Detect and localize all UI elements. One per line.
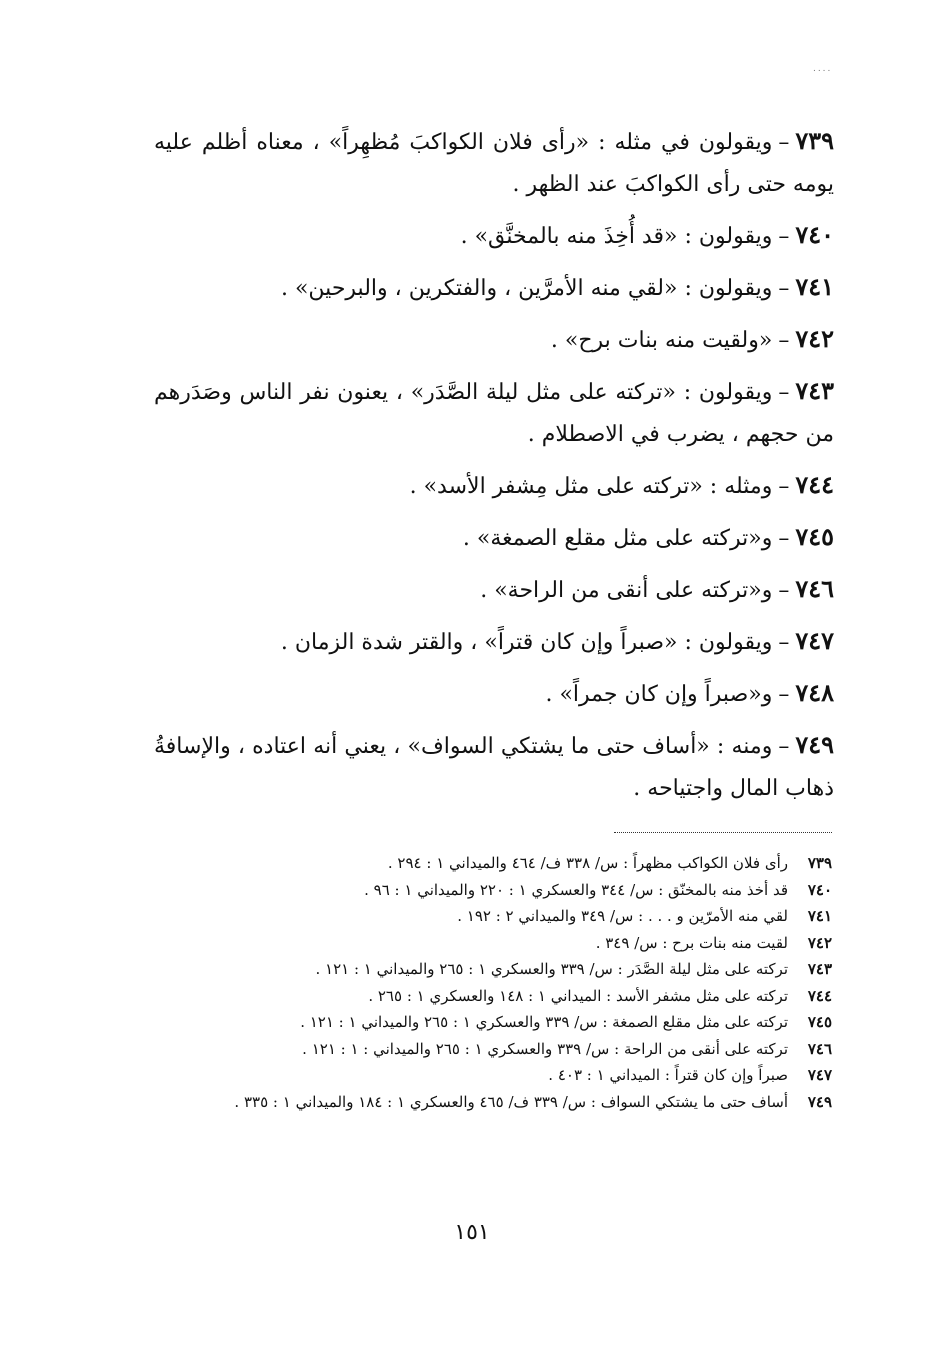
entry-number: ٧٤٩: [795, 730, 834, 759]
entry-number: ٧٤٣: [795, 376, 834, 405]
footnote-number: ٧٣٩: [807, 854, 832, 872]
footnote-number: ٧٤٦: [807, 1039, 832, 1058]
footnote-740: [160, 877, 832, 904]
footnote-number: ٧٤٧: [807, 1066, 832, 1084]
entry-749: [154, 724, 834, 810]
footnote-number: ٧٤٤: [807, 986, 832, 1005]
footnote-text: صبراً وإن كان قتراً : الميداني ١ : ٤٠٣ .: [548, 1066, 788, 1084]
entry-741: [154, 266, 834, 310]
entry-number: ٧٣٩: [795, 126, 834, 155]
entry-dash: –: [778, 328, 790, 353]
footnote-separator: [614, 832, 832, 833]
entry-number: ٧٤٧: [795, 626, 834, 655]
footnote-number: ٧٤٩: [807, 1092, 832, 1111]
footnote-text: أساف حتى ما يشتكي السواف : س/ ٣٣٩ ف/ ٤٦٥ والعسكري ١ : ١٨٤ والميداني ١ : ٣٣٥ .: [234, 1092, 788, 1111]
footnote-747: [160, 1062, 832, 1089]
footnote-number: ٧٤٢: [807, 933, 832, 952]
entry-number: ٧٤٢: [795, 324, 834, 353]
entry-744: [154, 464, 834, 508]
footnote-number: ٧٤٣: [807, 960, 832, 978]
main-text: [154, 120, 834, 818]
entry-dash: –: [778, 526, 790, 551]
footnote-739: [160, 850, 832, 877]
footnote-text: لقيت منه بنات برح : س/ ٣٤٩ .: [595, 933, 788, 952]
footnote-743: [160, 956, 832, 983]
entry-text: و«صبراً وإن كان جمراً» .: [545, 682, 773, 707]
footnote-text: تركته على مثل ليلة الصَّدَر : س/ ٣٣٩ والعسكري ١ : ٢٦٥ والميداني ١ : ١٢١ .: [315, 960, 788, 978]
entry-742: [154, 318, 834, 362]
footnote-746: [160, 1036, 832, 1063]
entry-number: ٧٤٤: [795, 470, 834, 499]
entry-dash: –: [778, 734, 790, 759]
entry-text: ويقولون : «لقي منه الأمرَّين ، والفتكرين ، والبرحين» .: [280, 276, 773, 301]
corner-mark: ٠٠٠٠: [812, 66, 832, 76]
entry-text: ومنه : «أساف حتى ما يشتكي السواف» ، يعني أنه اعتاده ، والإسافةُ ذهاب المال واجتياحه .: [154, 734, 834, 801]
footnote-749: [160, 1089, 832, 1116]
entry-text: ويقولون : «تركته على مثل ليلة الصَّدَر» ، يعنون نفر الناس وصَدَرهم من حجهم ، يضرب في الاصطلام .: [154, 380, 834, 447]
entry-743: [154, 370, 834, 456]
footnote-741: [160, 903, 832, 930]
entry-746: [154, 568, 834, 612]
entry-747: [154, 620, 834, 664]
entry-text: «ولقيت منه بنات برح» .: [550, 328, 773, 353]
entry-text: ومثله : «تركته على مثل مِشفر الأسد» .: [409, 474, 773, 499]
footnote-number: ٧٤٥: [807, 1013, 832, 1031]
footnote-745: [160, 1009, 832, 1036]
entry-text: و«تركته على أنقى من الراحة» .: [480, 578, 773, 603]
entry-dash: –: [778, 630, 790, 655]
entry-dash: –: [778, 682, 790, 707]
entry-dash: –: [778, 380, 790, 405]
entry-text: ويقولون في مثله : «رأى فلان الكواكبَ مُظهِراً» ، معناه أظلم عليه يومه حتى رأى الكواكبَ عند الظهر .: [154, 130, 834, 197]
entry-748: [154, 672, 834, 716]
page-number: ١٥١: [454, 1220, 490, 1245]
entry-740: [154, 214, 834, 258]
entry-dash: –: [778, 578, 790, 603]
footnote-number: ٧٤٠: [807, 880, 832, 899]
entry-number: ٧٤٨: [795, 678, 834, 707]
entry-number: ٧٤٥: [795, 522, 834, 551]
footnote-742: [160, 930, 832, 957]
footnote-text: رأى فلان الكواكب مظهراً : س/ ٣٣٨ ف/ ٤٦٤ والميداني ١ : ٢٩٤ .: [387, 854, 788, 872]
footnote-text: تركته على مثل مشفر الأسد : الميداني ١ : ١٤٨ والعسكري ١ : ٢٦٥ .: [368, 986, 788, 1005]
entry-dash: –: [778, 224, 790, 249]
footnote-text: لقي منه الأمرّين و . . . : س/ ٣٤٩ والميداني ٢ : ١٩٢ .: [457, 907, 788, 925]
entry-745: [154, 516, 834, 560]
entry-dash: –: [778, 474, 790, 499]
footnote-744: [160, 983, 832, 1010]
entry-dash: –: [778, 130, 790, 155]
entry-text: ويقولون : «قد أُخِذَ منه بالمخنَّق» .: [460, 224, 773, 249]
entry-text: و«تركته على مثل مقلع الصمغة» .: [462, 526, 773, 551]
entry-text: ويقولون : «صبراً وإن كان قتراً» ، والقتر شدة الزمان .: [280, 630, 773, 655]
entry-739: [154, 120, 834, 206]
footnote-text: قد أخذ منه بالمخنّق : س/ ٣٤٤ والعسكري ١ : ٢٢٠ والميداني ١ : ٩٦ .: [364, 880, 788, 899]
footnotes: [160, 850, 832, 1115]
entry-dash: –: [778, 276, 790, 301]
footnote-text: تركته على مثل مقلع الصمغة : س/ ٣٣٩ والعسكري ١ : ٢٦٥ والميداني ١ : ١٢١ .: [300, 1013, 788, 1031]
entry-number: ٧٤٦: [795, 574, 834, 603]
footnote-number: ٧٤١: [807, 907, 832, 925]
entry-number: ٧٤٠: [795, 220, 834, 249]
entry-number: ٧٤١: [795, 272, 834, 301]
footnote-text: تركته على أنقى من الراحة : س/ ٣٣٩ والعسكري ١ : ٢٦٥ والميداني : ١ : ١٢١ .: [302, 1039, 788, 1058]
